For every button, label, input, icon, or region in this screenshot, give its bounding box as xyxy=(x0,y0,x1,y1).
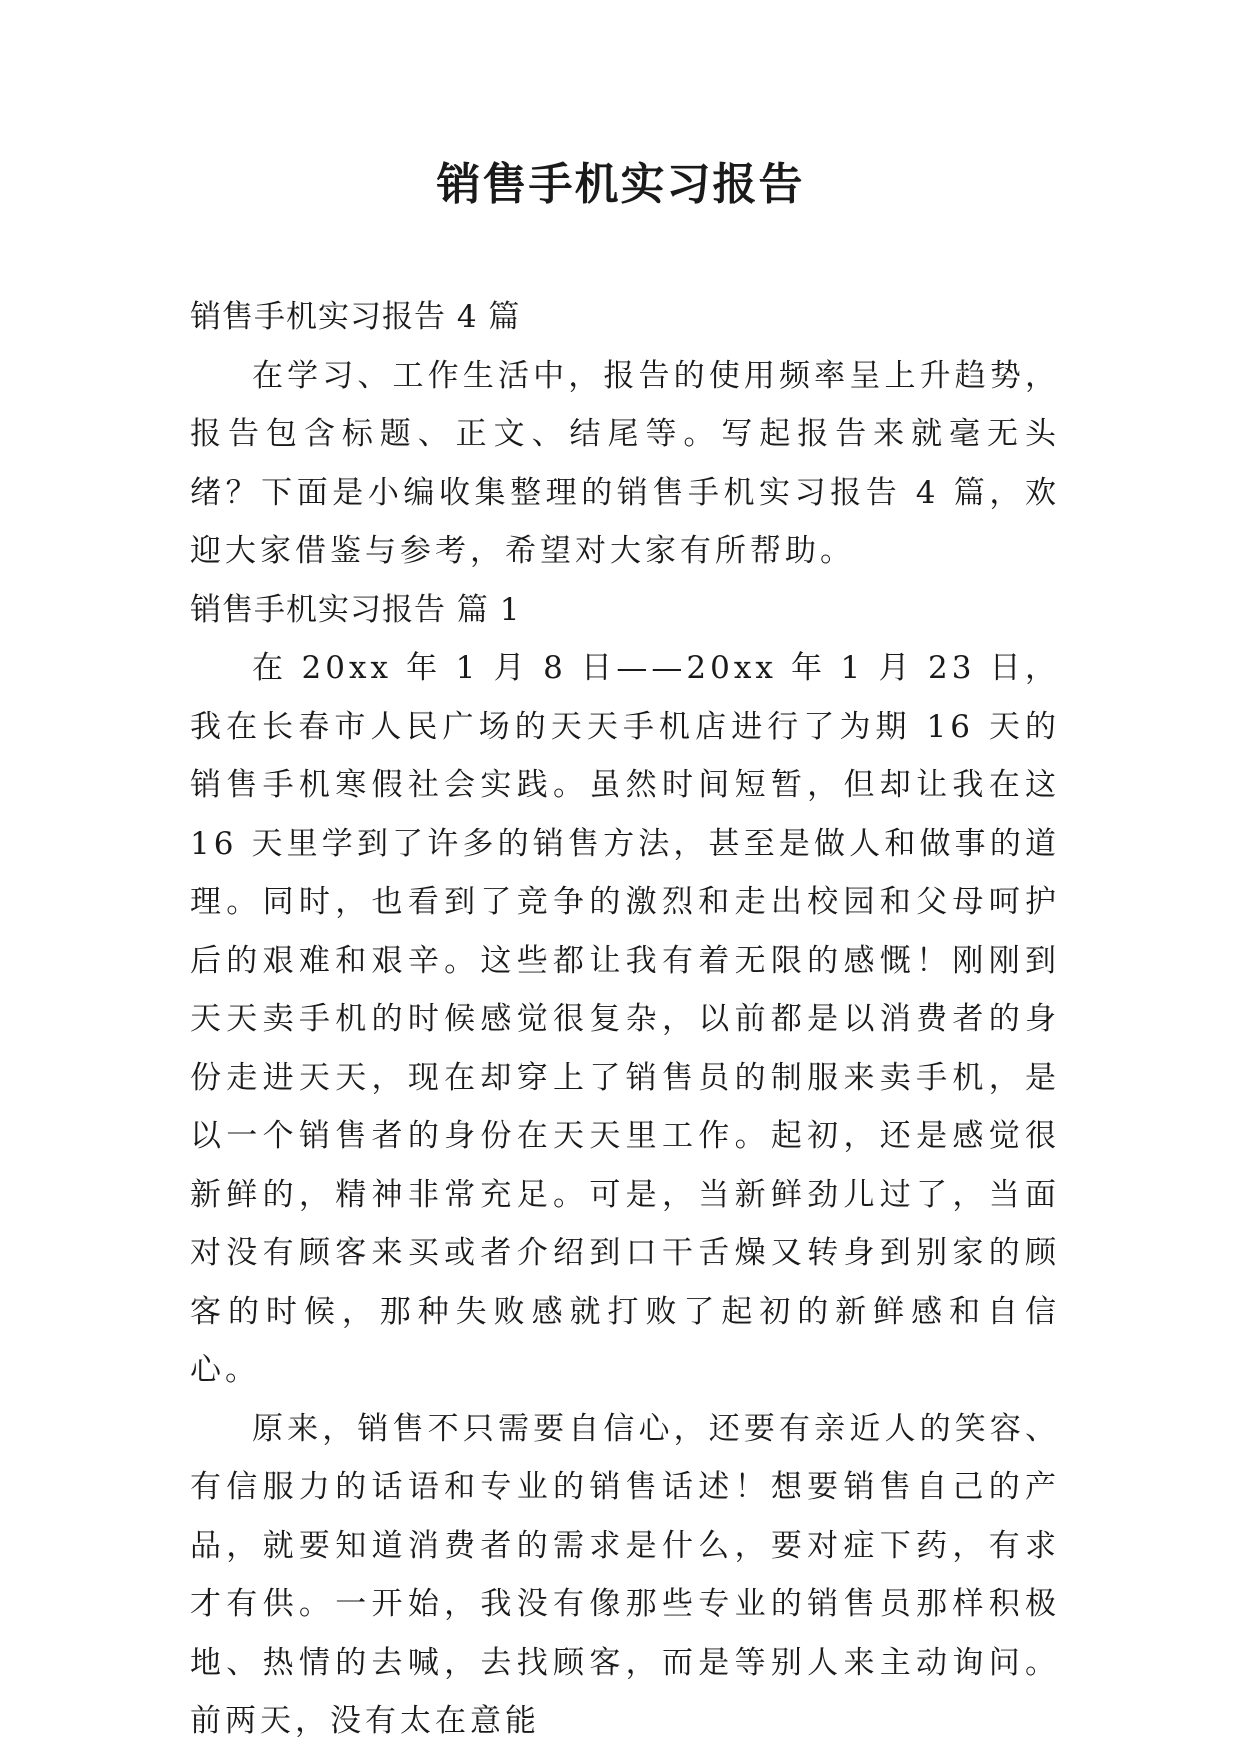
intro-paragraph: 在学习、工作生活中，报告的使用频率呈上升趋势，报告包含标题、正文、结尾等。写起报告来就毫无头绪？下面是小编收集整理的销售手机实习报告 4 篇，欢迎大家借鉴与参考，希望对大家有所帮助。 xyxy=(190,357,1060,569)
document-title: 销售手机实习报告 xyxy=(436,159,805,210)
document-body xyxy=(190,288,1060,1751)
body-paragraph: 在 20xx 年 1 月 8 日——20xx 年 1 月 23 日，我在长春市人民广场的天天手机店进行了为期 16 天的销售手机寒假社会实践。虽然时间短暂，但却让我在这 16 天里学到了许多的销售方法，甚至是做人和做事的道理。同时，也看到了竞争的激烈和走出校园和父母呵护后的艰难和艰辛。这些都让我有着无限的感慨！刚刚到天天卖手机的时候感觉很复杂，以前都是以消费者的身份走进天天，现在却穿上了销售员的制服来卖手机，是以一个销售者的身份在天天里工作。起初，还是感觉很新鲜的，精神非常充足。可是，当新鲜劲儿过了，当面对没有顾客来买或者介绍到口干舌燥又转身到别家的顾客的时候，那种失败感就打败了起初的新鲜感和自信心。 xyxy=(190,650,1060,1388)
document-subtitle: 销售手机实习报告 4 篇 xyxy=(190,299,521,335)
body-paragraph: 原来，销售不只需要自信心，还要有亲近人的笑容、有信服力的话语和专业的销售话述！想要销售自己的产品，就要知道消费者的需求是什么，要对症下药，有求才有供。一开始，我没有像那些专业的销售员那样积极地、热情的去喊，去找顾客，而是等别人来主动询问。前两天，没有太在意能 xyxy=(190,1410,1060,1739)
section-heading: 销售手机实习报告 篇 1 xyxy=(190,591,521,628)
